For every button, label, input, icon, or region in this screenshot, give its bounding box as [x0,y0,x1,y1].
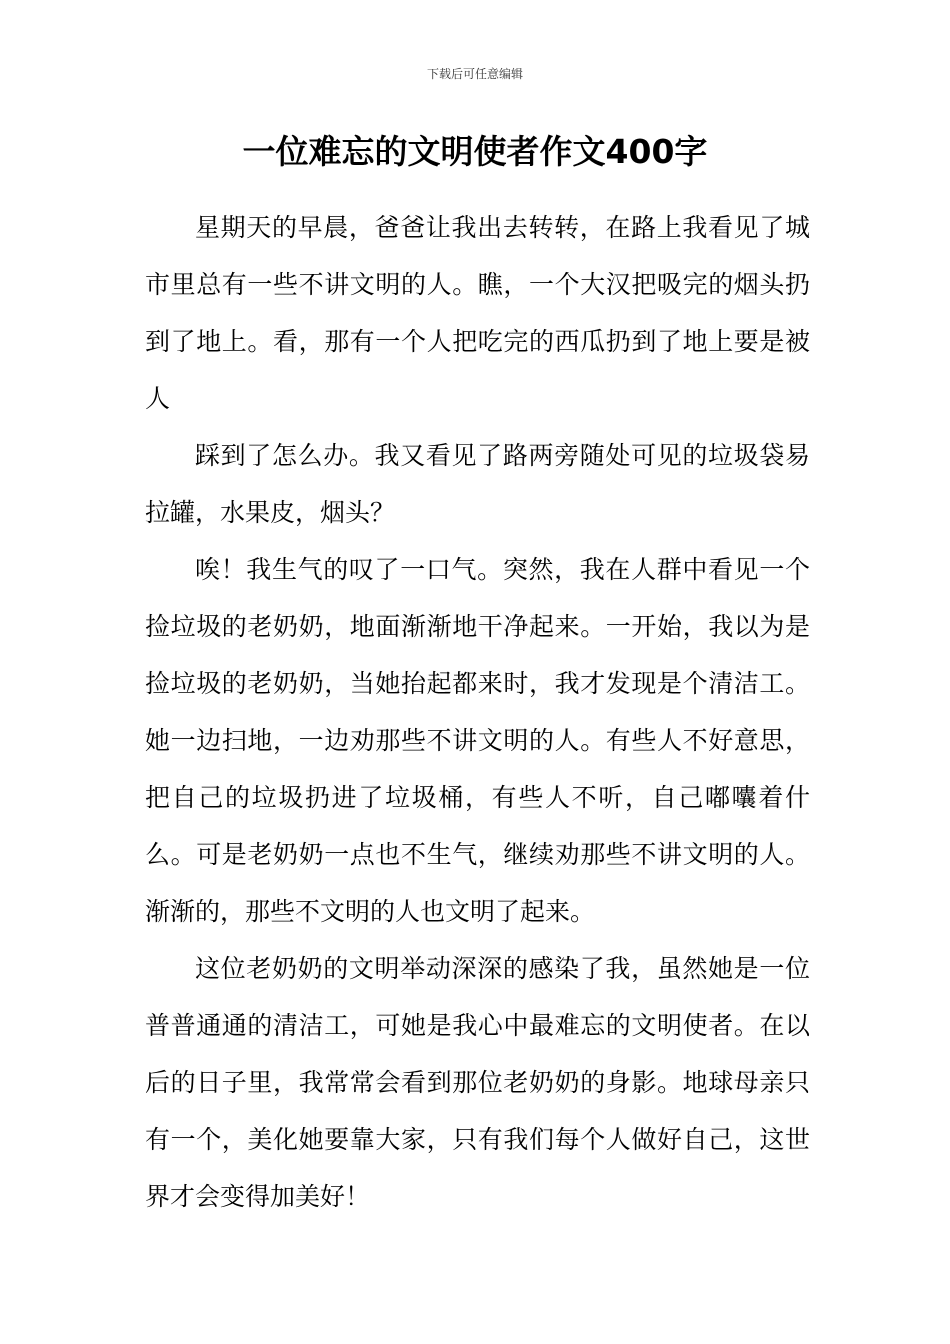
page-title: 一位难忘的文明使者作文400字 [242,132,708,171]
paragraph: 星期天的早晨，爸爸让我出去转转，在路上我看见了城市里总有一些不讲文明的人。瞧，一个大汉把吸完的烟头扔到了地上。看，那有一个人把吃完的西瓜扔到了地上要是被人 [145,213,810,413]
paragraph: 踩到了怎么办。我又看见了路两旁随处可见的垃圾袋易拉罐，水果皮，烟头？ [145,441,810,527]
paragraph: 这位老奶奶的文明举动深深的感染了我，虽然她是一位普普通通的清洁工，可她是我心中最难忘的文明使者。在以后的日子里，我常常会看到那位老奶奶的身影。地球母亲只有一个，美化她要靠大家，只有我们每个人做好自己，这世界才会变得加美好！ [145,954,810,1211]
header-note: 下载后可任意编辑 [426,67,523,81]
paragraph: 唉！我生气的叹了一口气。突然，我在人群中看见一个捡垃圾的老奶奶，地面渐渐地干净起来。一开始，我以为是捡垃圾的老奶奶，当她抬起都来时，我才发现是个清洁工。她一边扫地，一边劝那些不讲文明的人。有些人不好意思，把自己的垃圾扔进了垃圾桶，有些人不听，自己嘟囔着什么。可是老奶奶一点也不生气，继续劝那些不讲文明的人。渐渐的，那些不文明的人也文明了起来。 [145,555,810,926]
article-body [145,199,810,1225]
